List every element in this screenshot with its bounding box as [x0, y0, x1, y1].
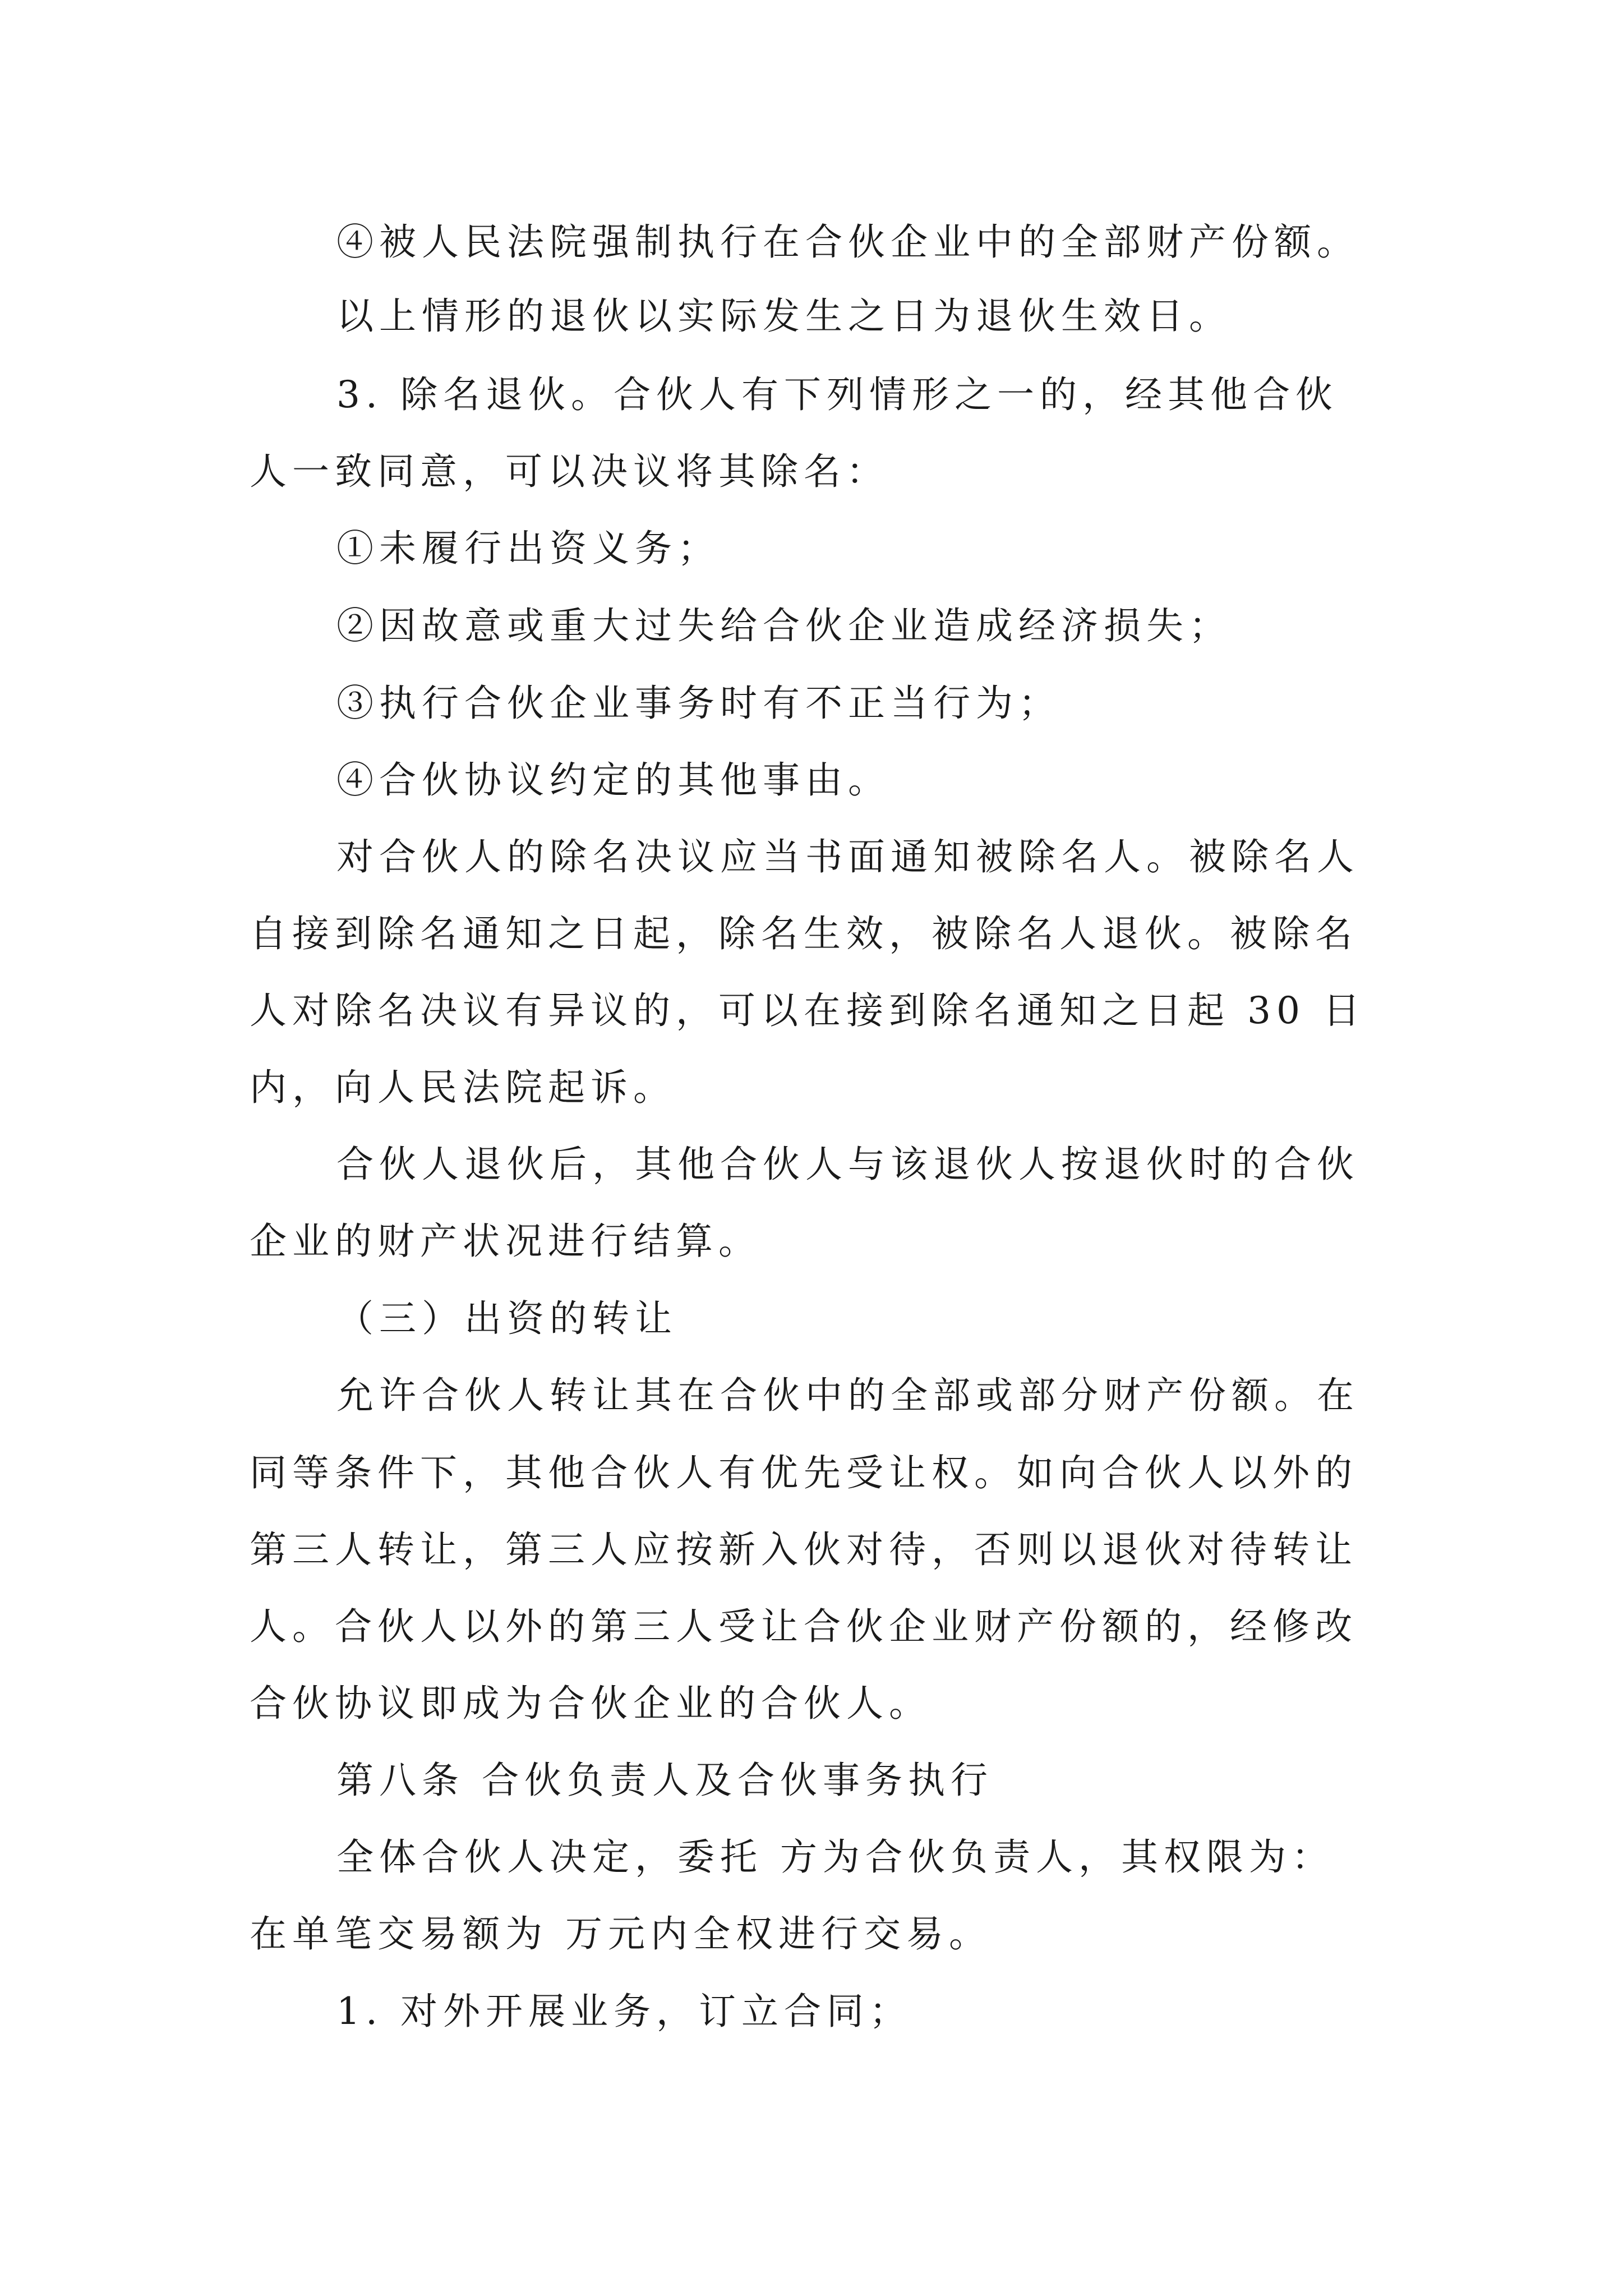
paragraph-line: 同等条件下，其他合伙人有优先受让权。如向合伙人以外的 — [250, 1451, 1358, 1494]
list-item: 1. 对外开展业务，订立合同； — [336, 1990, 912, 2033]
paragraph-line: 对合伙人的除名决议应当书面通知被除名人。被除名人 — [336, 835, 1359, 878]
paragraph-line: 人对除名决议有异议的，可以在接到除名通知之日起 30 日 — [250, 989, 1366, 1032]
paragraph-line: 合伙人退伙后，其他合伙人与该退伙人按退伙时的合伙 — [336, 1143, 1359, 1186]
paragraph-line: 人。合伙人以外的第三人受让合伙企业财产份额的，经修改 — [250, 1605, 1358, 1648]
paragraph-line: 合伙协议即成为合伙企业的合伙人。 — [250, 1682, 932, 1725]
paragraph-line: ④合伙协议约定的其他事由。 — [336, 758, 891, 802]
paragraph-line: 内，向人民法院起诉。 — [250, 1066, 676, 1109]
paragraph-line: 在单笔交易额为 万元内全权进行交易。 — [250, 1912, 992, 1955]
article-heading: 第八条 合伙负责人及合伙事务执行 — [336, 1759, 993, 1802]
paragraph-line: 以上情形的退伙以实际发生之日为退伙生效日。 — [336, 295, 1232, 338]
paragraph-line: 全体合伙人决定，委托 方为合伙负责人，其权限为： — [336, 1835, 1334, 1879]
section-heading: （三）出资的转让 — [336, 1297, 677, 1340]
paragraph-line: ④被人民法院强制执行在合伙企业中的全部财产份额。 — [336, 220, 1359, 264]
paragraph-line: 自接到除名通知之日起，除名生效，被除名人退伙。被除名 — [250, 912, 1358, 955]
paragraph-line: 人一致同意，可以决议将其除名： — [250, 450, 889, 493]
paragraph-line: ③执行合伙企业事务时有不正当行为； — [336, 682, 1061, 725]
paragraph-line: ①未履行出资义务； — [336, 527, 720, 570]
paragraph-line: 企业的财产状况进行结算。 — [250, 1220, 761, 1263]
paragraph-line: ②因故意或重大过失给合伙企业造成经济损失； — [336, 604, 1232, 647]
paragraph-line: 3. 除名退伙。合伙人有下列情形之一的，经其他合伙 — [336, 373, 1338, 416]
paragraph-line: 第三人转让，第三人应按新入伙对待，否则以退伙对待转让 — [250, 1528, 1358, 1571]
paragraph-line: 允许合伙人转让其在合伙中的全部或部分财产份额。在 — [336, 1374, 1359, 1417]
